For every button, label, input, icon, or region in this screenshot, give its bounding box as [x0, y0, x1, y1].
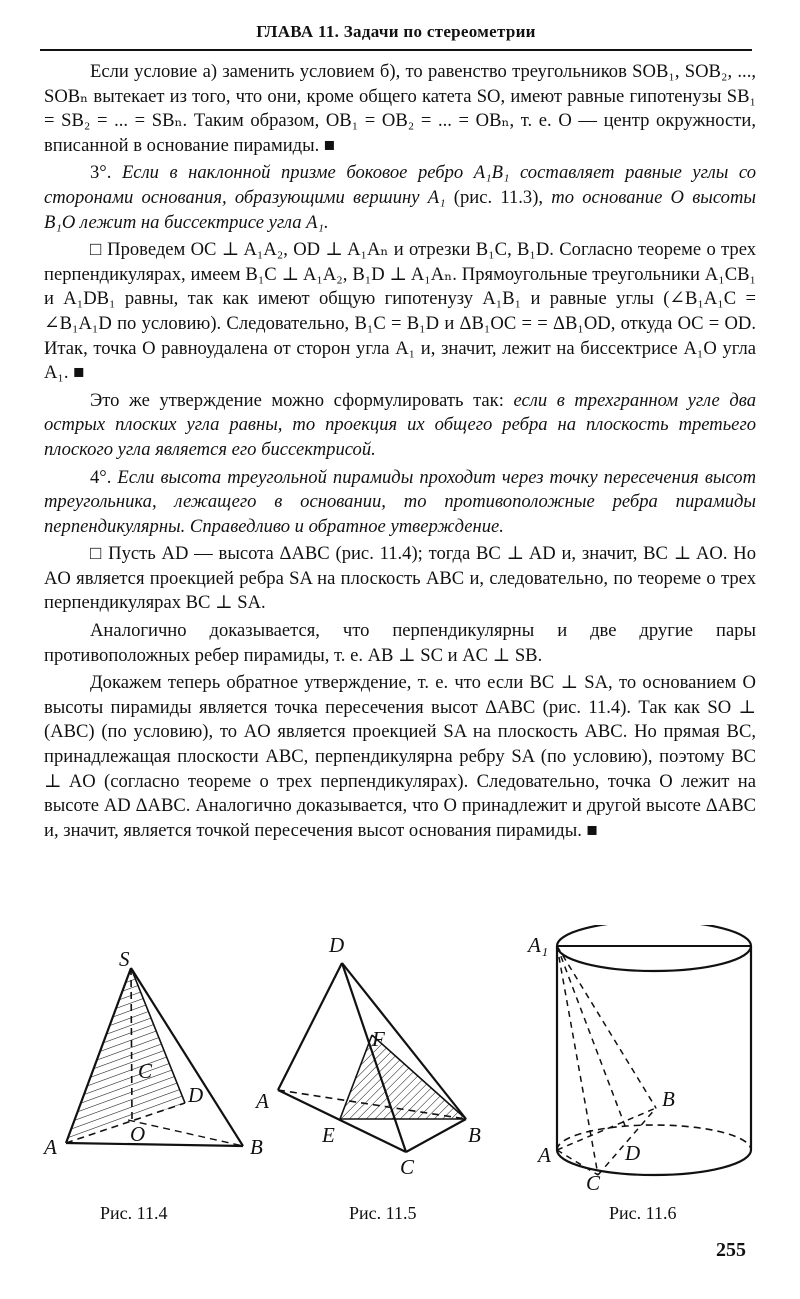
proof-3: □ Проведем OC ⊥ A₁A₂, OD ⊥ A₁Aₙ и отрезки B₁C, B₁D. Согласно теореме о трех перпендикулярах, имеем B₁C ⊥ A₁A₂, B₁D ⊥ A₁Aₙ. Прямоугольные треугольники A₁CB₁ и A₁DB₁ равны, так как имеют общую гипотенузу A₁B₁ и равные углы (∠B₁A₁C = ∠B₁A₁D по условию). Следовательно, B₁C = B₁D и ΔB₁OC = = ΔB₁OD, откуда OC = OD. Итак, точка O равноудалена от сторон угла A₁ и, значит, лежит на биссектрисе A₁O угла A₁. ■ — [44, 239, 756, 384]
label-B: B — [250, 1135, 263, 1159]
caption-11-4: Рис. 11.4 — [100, 1203, 168, 1223]
label-D: D — [188, 1083, 204, 1107]
figure-11-4 — [42, 947, 263, 1159]
label-D: D — [329, 933, 345, 957]
figure-11-5 — [254, 933, 481, 1179]
body-text — [44, 60, 756, 843]
figures — [0, 925, 800, 1245]
label-O: O — [130, 1122, 146, 1146]
label-D: D — [625, 1141, 641, 1165]
label-B: B — [662, 1087, 675, 1111]
label-A: A — [44, 1135, 57, 1159]
statement-3: 3°. Если в наклонной призме боковое ребро A₁B₁ составляет равные углы со сторонами основания, образующими вершину A₁ (рис. 11.3), то основание O высоты B₁O лежит на биссектрисе угла A₁. — [44, 162, 756, 233]
running-header: ГЛАВА 11. Задачи по стереометрии — [256, 22, 536, 41]
label-A: A — [256, 1089, 269, 1113]
caption-11-6: Рис. 11.6 — [609, 1203, 677, 1223]
label-E: E — [322, 1123, 335, 1147]
label-C: C — [138, 1059, 153, 1083]
label-B: B — [468, 1123, 481, 1147]
label-C: C — [586, 1171, 601, 1195]
figure-11-6 — [526, 925, 751, 1195]
label-A1: A₁ — [528, 933, 549, 957]
header-rule — [40, 49, 752, 51]
converse-proof: Докажем теперь обратное утверждение, т. е. что если BC ⊥ SA, то основанием O высоты пирамиды является точка пересечения высот ΔABC (рис. 11.4). Так как SO ⊥ (ABC) (по условию), то AO является проекцией SA на плоскость ABC. Но прямая BC, принадлежащая плоскости ABC, перпендикулярна ребру SA (по условию), поэтому BC ⊥ AO (согласно теореме о трех перпендикулярах). Следовательно, точка O лежит на высоте AD ΔABC. Аналогично доказывается, что O принадлежит и другой высоте ΔABC и, значит, является точкой пересечения высот основания пирамиды. ■ — [44, 672, 756, 841]
proof-4: □ Пусть AD — высота ΔABC (рис. 11.4); тогда BC ⊥ AD и, значит, BC ⊥ AO. Но AO является проекцией ребра SA на плоскость ABC и, следовательно, по теореме о трех перпендикулярах BC ⊥ SA. — [44, 543, 756, 614]
label-F: F — [372, 1027, 385, 1051]
statement-4: 4°. Если высота треугольной пирамиды проходит через точку пересечения высот треугольника, лежащего в основании, то противоположные ребра пирамиды перпендикулярны. Справедливо и обратное утверждение. — [44, 466, 757, 537]
paragraph: Аналогично доказывается, что перпендикулярны и две другие пары противоположных ребер пирамиды, т. е. AB ⊥ SC и AC ⊥ SB. — [44, 620, 756, 666]
paragraph: Если условие а) заменить условием б), то равенство треугольников SOB₁, SOB₂, ..., SOBₙ вытекает из того, что они, кроме общего катета SO, имеют равные гипотенузы SB₁ = SB₂ = ... = SBₙ. Таким образом, OB₁ = OB₂ = ... = OBₙ, т. е. O — центр окружности, вписанной в основание пирамиды. ■ — [44, 61, 756, 156]
page-number: 255 — [716, 1239, 746, 1261]
caption-11-5: Рис. 11.5 — [349, 1203, 417, 1223]
reformulation: Это же утверждение можно сформулировать так: если в трехгранном угле два острых плоских угла равны, то проекция их общего ребра на плоскость третьего плоского угла является его биссектрисой. — [44, 389, 756, 460]
label-A: A — [538, 1143, 551, 1167]
label-S: S — [119, 947, 130, 971]
label-C: C — [400, 1155, 415, 1179]
